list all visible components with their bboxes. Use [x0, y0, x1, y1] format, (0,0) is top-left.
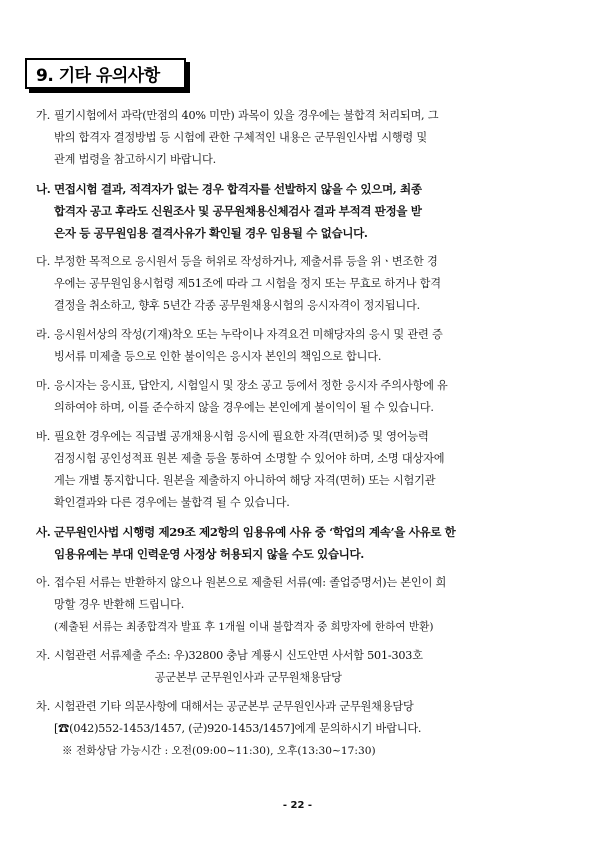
notice-item — [36, 105, 570, 171]
notice-item-line: 필기시험에서 과락(만점의 40% 미만) 과목이 있을 경우에는 불합격 처리되며, 그 — [54, 109, 439, 122]
notice-item-line: 군무원인사법 시행령 제29조 제2항의 임용유예 사유 중 ‘학업의 계속’을 사유로 한 — [54, 525, 456, 539]
notice-item-line: 임용유예는 부대 인력운영 사정상 허용되지 않을 수도 있습니다. — [54, 547, 364, 561]
notice-item-marker: 가. — [36, 109, 51, 122]
notice-item-marker: 라. — [36, 328, 51, 341]
notice-item-line: 게는 개별 통지합니다. 원본을 제출하지 아니하여 해당 자격(면허) 또는 시험기관 — [54, 474, 436, 487]
notice-item-text — [54, 645, 570, 689]
notice-item-marker: 나. — [36, 182, 51, 196]
notice-item-line: 우에는 공무원임용시험령 제51조에 따라 그 시험을 정지 또는 무효로 하거나 합격 — [54, 277, 441, 290]
notice-item-marker: 차. — [36, 700, 51, 713]
notice-item-line: 응시원서상의 작성(기재)착오 또는 누락이나 자격요건 미해당자의 응시 및 관련 증 — [54, 328, 443, 341]
notice-item-marker: 다. — [36, 255, 51, 268]
notice-item-marker: 자. — [36, 649, 51, 662]
notice-list — [36, 105, 570, 769]
notice-item — [36, 426, 570, 514]
notice-item-line: 공군본부 군무원인사과 군무원채용담당 — [54, 671, 342, 684]
notice-item-line: 관계 법령을 참고하시기 바랍니다. — [54, 153, 216, 166]
notice-item-line: 결정을 취소하고, 향후 5년간 각종 공무원채용시험의 응시자격이 정지됩니다. — [54, 299, 420, 312]
notice-item-text — [54, 696, 570, 762]
notice-item-text — [54, 251, 570, 317]
section-header-box — [25, 58, 186, 89]
notice-item — [36, 521, 570, 565]
notice-item-text — [54, 375, 570, 419]
notice-item-line: 면접시험 결과, 적격자가 없는 경우 합격자를 선발하지 않을 수 있으며, 최종 — [54, 182, 422, 196]
page-number: - 22 - — [282, 800, 313, 811]
notice-item-line: 빙서류 미제출 등으로 인한 불이익은 응시자 본인의 책임으로 합니다. — [54, 350, 382, 363]
notice-item-marker: 바. — [36, 430, 51, 443]
notice-item-text — [54, 426, 570, 514]
notice-item — [36, 572, 570, 638]
notice-item-text — [54, 572, 570, 638]
notice-item — [36, 251, 570, 317]
notice-item-line: 은자 등 공무원임용 결격사유가 확인될 경우 임용될 수 없습니다. — [54, 226, 368, 240]
notice-item-subnote: ※ 전화상담 가능시간 : 오전(09:00∼11:30), 오후(13:30∼17:30) — [62, 745, 376, 757]
notice-item — [36, 324, 570, 368]
notice-item-line: [☎(042)552-1453/1457, (군)920-1453/1457]에게 문의하시기 바랍니다. — [54, 722, 422, 735]
notice-item-text — [54, 178, 570, 244]
notice-item-text — [54, 521, 570, 565]
notice-item-text — [54, 105, 570, 171]
notice-item-line: 밖의 합격자 결정방법 등 시험에 관한 구체적인 내용은 군무원인사법 시행령 및 — [54, 131, 427, 144]
notice-item-line: 시험관련 서류제출 주소: 우)32800 충남 계룡시 신도안면 사서함 501-303호 — [54, 649, 423, 662]
notice-item-text — [54, 324, 570, 368]
notice-item-line: 의하여야 하며, 이를 준수하지 않을 경우에는 본인에게 불이익이 될 수 있습니다. — [54, 401, 434, 414]
notice-item-line: 부정한 목적으로 응시원서 등을 허위로 작성하거나, 제출서류 등을 위ㆍ변조한 경 — [54, 255, 438, 268]
notice-item — [36, 645, 570, 689]
notice-item-marker: 아. — [36, 576, 51, 589]
notice-item-line: 합격자 공고 후라도 신원조사 및 공무원채용신체검사 결과 부적격 판정을 받 — [54, 204, 422, 218]
section-title: 9. 기타 유의사항 — [36, 66, 160, 86]
notice-item-marker: 사. — [36, 525, 51, 539]
notice-item-line: 시험관련 기타 의문사항에 대해서는 공군본부 군무원인사과 군무원채용담당 — [54, 700, 414, 713]
notice-item-line: 응시자는 응시표, 답안지, 시험일시 및 장소 공고 등에서 정한 응시자 주의사항에 유 — [54, 379, 448, 392]
notice-item-line: 확인결과와 다른 경우에는 불합격 될 수 있습니다. — [54, 496, 290, 509]
notice-item — [36, 178, 570, 244]
notice-item-line: 접수된 서류는 반환하지 않으나 원본으로 제출된 서류(예: 졸업증명서)는 본인이 희 — [54, 576, 447, 589]
notice-item — [36, 375, 570, 419]
notice-item-subnote: (제출된 서류는 최종합격자 발표 후 1개월 이내 불합격자 중 희망자에 한하여 반환) — [54, 621, 434, 633]
notice-item-line: 망할 경우 반환해 드립니다. — [54, 598, 185, 611]
notice-item-line: 검정시험 공인성적표 원본 제출 등을 통하여 소명할 수 있어야 하며, 소명 대상자에 — [54, 452, 445, 465]
notice-item-marker: 마. — [36, 379, 51, 392]
notice-item — [36, 696, 570, 762]
notice-item-line: 필요한 경우에는 직급별 공개채용시험 응시에 필요한 자격(면허)증 및 영어능력 — [54, 430, 429, 443]
